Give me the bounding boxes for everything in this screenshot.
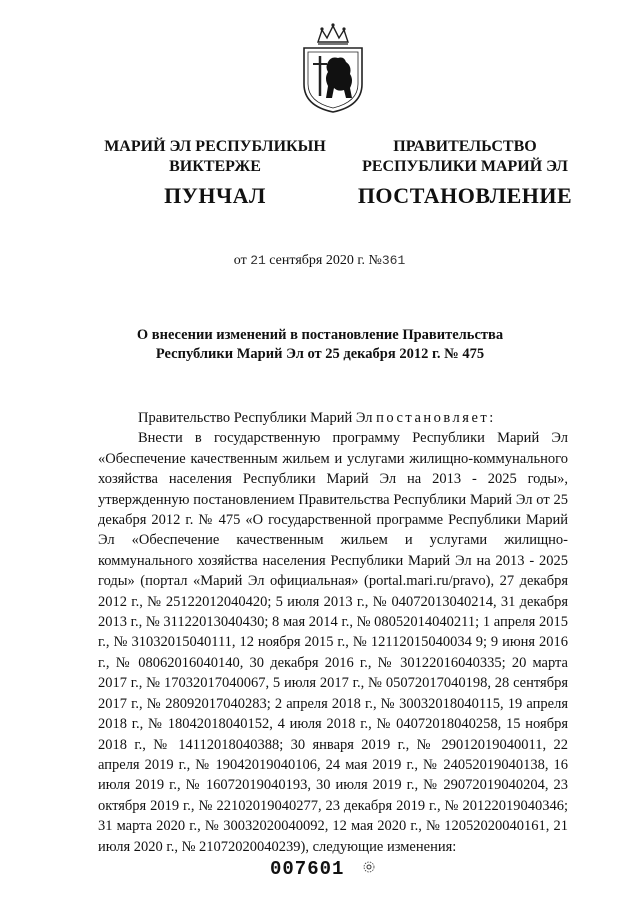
decree-title [100, 326, 540, 364]
coat-of-arms-emblem [298, 22, 368, 114]
header-left-doc-type: ПУНЧАЛ [164, 183, 266, 208]
decree-number: 361 [381, 253, 406, 268]
header-left-line1: МАРИЙ ЭЛ РЕСПУБЛИКЫН [104, 138, 326, 155]
header-right-line1: ПРАВИТЕЛЬСТВО [393, 138, 537, 155]
date-middle: сентября 2020 г. № [269, 253, 382, 268]
date-prefix: от [233, 253, 247, 268]
form-serial-number: 007601 [270, 858, 345, 880]
header-right-doc-type: ПОСТАНОВЛЕНИЕ [357, 183, 573, 208]
preamble-resolves: постановляет: [376, 410, 496, 426]
header-right-russian [345, 137, 585, 209]
decree-date-line [0, 253, 639, 269]
rosette-ornament-icon [362, 860, 376, 874]
decree-body [98, 408, 568, 857]
title-line2: Республики Марий Эл от 25 декабря 2012 г. № 475 [155, 346, 485, 362]
header-left-mari [90, 137, 340, 209]
main-paragraph: Внести в государственную программу Республики Марий Эл «Обеспечение качественным жильем и услугами жилищно-коммунального хозяйства населения Республики Марий Эл на 2013 - 2025 годы», утвержденную постановлением Правительства Республики Марий Эл от 25 декабря 2012 г. № 475 «О государственной программе Республики Марий Эл «Обеспечение качественным жильем и услугами жилищно-коммунального хозяйства населения Республики Марий Эл на 2013 - 2025 годы» (портал «Марий Эл официальная» (portal.mari.ru/pravo), 27 декабря 2012 г., № 25122012040420; 5 июля 2013 г., № 04072013040214, 31 декабря 2013 г., № 31122013040430; 8 мая 2014 г., № 08052014040211; 1 апреля 2015 г., № 31032015040111, 12 ноября 2015 г., № 12112015040034 9; 9 июня 2016 г., № 08062016040140, 30 декабря 2016 г., № 30122016040335; 20 марта 2017 г., № 17032017040067, 5 июля 2017 г., № 05072017040198, 28 сентября 2017 г., № 28092017040283; 2 апреля 2018 г., № 30032018040115, 19 апреля 2018 г., № 18042018040152, 4 июля 2018 г., № 04072018040258, 15 ноября 2018 г., № 14112018040388; 30 января 2019 г., № 29012019040011, 22 апреля 2019 г., № 19042019040106, 24 мая 2019 г., № 24052019040138, 16 июля 2019 г., № 16072019040193, 30 июля 2019 г., № 29072019040204, 23 октября 2019 г., № 22102019040277, 23 декабря 2019 г., № 20122019040346; 31 марта 2020 г., № 30032020040092, 12 мая 2020 г., № 12052020040161, 21 июля 2020 г., № 21072020040239), следующие изменения: [98, 430, 568, 855]
preamble-text: Правительство Республики Марий Эл [138, 410, 377, 426]
title-line1: О внесении изменений в постановление Правительства [136, 327, 504, 343]
date-day: 21 [250, 253, 266, 268]
preamble-paragraph [98, 408, 568, 428]
header-right-line2: РЕСПУБЛИКИ МАРИЙ ЭЛ [362, 158, 568, 175]
header-left-line2: ВИКТЕРЖЕ [169, 158, 261, 175]
